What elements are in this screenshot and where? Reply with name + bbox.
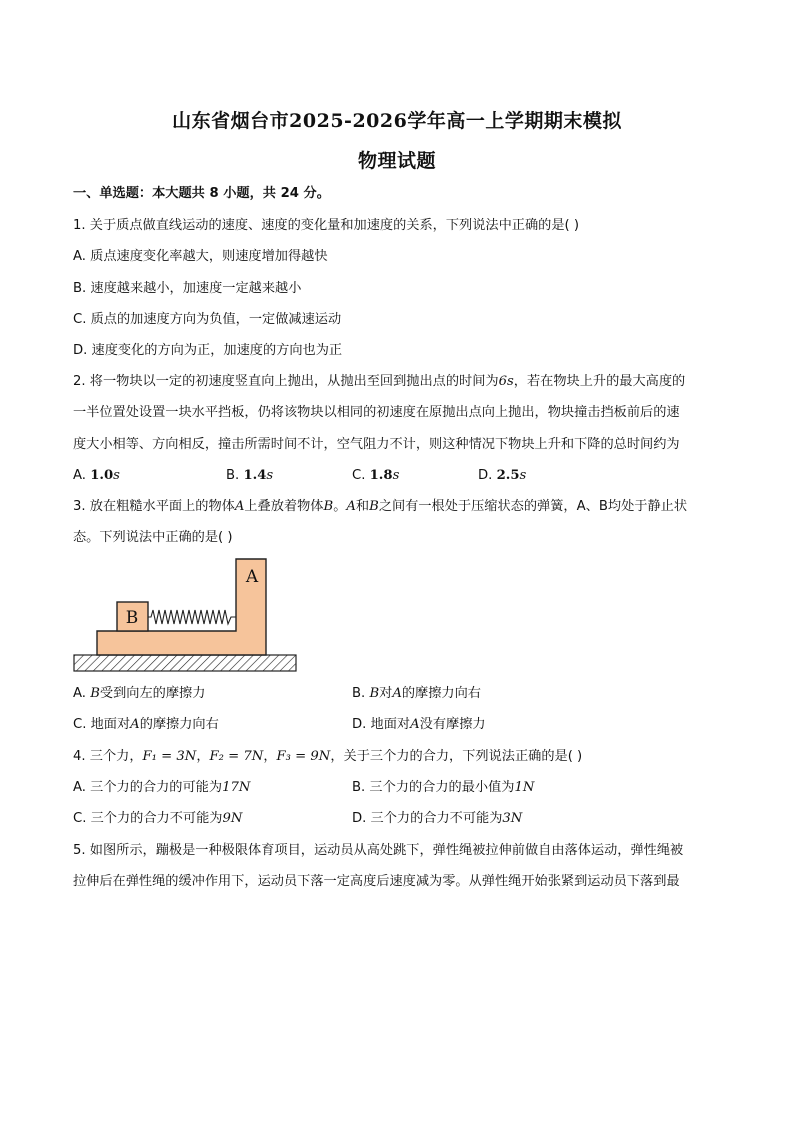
q2-option-c [352, 467, 399, 485]
q4-option-a [73, 779, 250, 797]
q4-option-c [73, 810, 242, 828]
q4-stem [73, 748, 582, 766]
option-text: C. 地面对 [73, 717, 131, 732]
option-value: 3N [502, 811, 523, 826]
compressed-spring [148, 610, 236, 624]
q1-option-b: B. 速度越来越小，加速度一定越来越小 [73, 281, 302, 296]
option-var: B [369, 686, 380, 701]
q3-option-b [352, 685, 481, 703]
q4-stem-tail: ，关于三个力的合力，下列说法正确的是( ) [330, 749, 583, 764]
q5-line-1: 5. 如图所示，蹦极是一种极限体育项目，运动员从高处跳下，弹性绳被拉伸前做自由落体运动，弹性绳被 [73, 843, 684, 858]
option-number: 2.5 [496, 468, 520, 483]
block-a-label: A [245, 567, 259, 587]
option-value: 17N [222, 780, 251, 795]
q2-line-3: 度大小相等、方向相反，撞击所需时间不计，空气阻力不计，则这种情况下物块上升和下降的总时间约为 [73, 437, 680, 452]
option-unit: s [519, 468, 527, 483]
q4-option-d [352, 810, 522, 828]
q4-option-b [352, 779, 534, 797]
q3-text-f: A、B均处于静止状 [576, 499, 688, 514]
q3-text-a: 3. 放在粗糙水平面上的物体 [73, 499, 235, 514]
q4-force-1: F₁ = 3N [142, 749, 197, 764]
q2-option-a [73, 467, 120, 485]
q1-option-d: D. 速度变化的方向为正，加速度的方向也为正 [73, 343, 343, 358]
q3-var-a2: A [346, 499, 356, 514]
option-value: 1N [514, 780, 535, 795]
option-text-mid: 对 [379, 686, 393, 701]
option-text: C. 三个力的合力不可能为 [73, 811, 223, 826]
option-label: D. [478, 468, 493, 483]
exam-subtitle: 物理试题 [357, 150, 436, 172]
option-var: A [410, 717, 420, 732]
option-number: 1.8 [369, 468, 393, 483]
q2-line-1 [73, 373, 685, 391]
option-unit: s [392, 468, 400, 483]
option-var-2: A [392, 686, 402, 701]
q3-option-c [73, 716, 219, 734]
option-unit: s [266, 468, 274, 483]
option-label: B. [226, 468, 240, 483]
q2-option-b [226, 467, 273, 485]
q1-option-a: A. 质点速度变化率越大，则速度增加得越快 [73, 249, 328, 264]
q3-var-b2: B [369, 499, 379, 514]
q3-option-a [73, 685, 205, 703]
q2-line-1-text: 2. 将一物块以一定的初速度竖直向上抛出，从抛出至回到抛出点的时间为 [73, 374, 499, 389]
q3-text-b: 上叠放着物体 [244, 499, 324, 514]
option-text: A. 三个力的合力的可能为 [73, 780, 223, 795]
option-text-tail: 没有摩擦力 [419, 717, 486, 732]
q4-force-3: F₃ = 9N [276, 749, 331, 764]
q1-option-c: C. 质点的加速度方向为负值，一定做减速运动 [73, 312, 342, 327]
q3-text-c: 。 [333, 499, 347, 514]
option-unit: s [113, 468, 120, 483]
q4-stem-text: 4. 三个力， [73, 749, 143, 764]
option-text-tail: 的摩擦力向右 [139, 717, 219, 732]
option-number: 1.4 [243, 468, 267, 483]
q3-figure [72, 556, 300, 676]
q2-option-d [478, 467, 526, 485]
option-text: D. 三个力的合力不可能为 [352, 811, 503, 826]
option-var: A [130, 717, 140, 732]
option-text: B. [352, 686, 370, 701]
section-heading: 一、单选题：本大题共 8 小题，共 24 分。 [73, 186, 330, 201]
option-text: A. [73, 686, 91, 701]
option-var: B [90, 686, 100, 701]
q3-text-d: 和 [355, 499, 370, 514]
q3-var-a: A [234, 499, 245, 514]
q5-line-2: 拉伸后在弹性绳的缓冲作用下，运动员下落一定高度后速度减为零。从弹性绳开始张紧到运动员下落到最 [73, 874, 680, 889]
option-label: C. [352, 468, 366, 483]
q2-time-value: 6s [498, 374, 514, 389]
q2-line-2: 一半位置处设置一块水平挡板，仍将该物块以相同的初速度在原抛出点向上抛出，物块撞击挡板前后的速 [73, 405, 680, 420]
option-text: B. 三个力的合力的最小值为 [352, 780, 515, 795]
q4-separator: ， [196, 749, 210, 764]
option-value: 9N [222, 811, 243, 826]
q3-line-1 [73, 498, 687, 516]
option-number: 1.0 [90, 468, 114, 483]
block-b-label: B [125, 608, 139, 628]
ground-surface [74, 655, 296, 671]
q3-option-d [352, 716, 486, 734]
q4-separator: ， [263, 749, 277, 764]
q2-line-1-tail: ，若在物块上升的最大高度的 [513, 374, 686, 389]
option-label: A. [73, 468, 86, 483]
exam-title: 山东省烟台市2025-2026学年高一上学期期末模拟 [172, 110, 622, 132]
option-text-tail: 的摩擦力向右 [401, 686, 481, 701]
q4-force-2: F₂ = 7N [209, 749, 264, 764]
q1-stem: 1. 关于质点做直线运动的速度、速度的变化量和加速度的关系，下列说法中正确的是( ) [73, 218, 580, 233]
q3-text-e: 之间有一根处于压缩状态的弹簧， [378, 499, 577, 514]
q3-line-2: 态。下列说法中正确的是( ) [73, 530, 233, 545]
q3-var-b: B [323, 499, 334, 514]
option-text: D. 地面对 [352, 717, 411, 732]
option-text-tail: 受到向左的摩擦力 [99, 686, 206, 701]
